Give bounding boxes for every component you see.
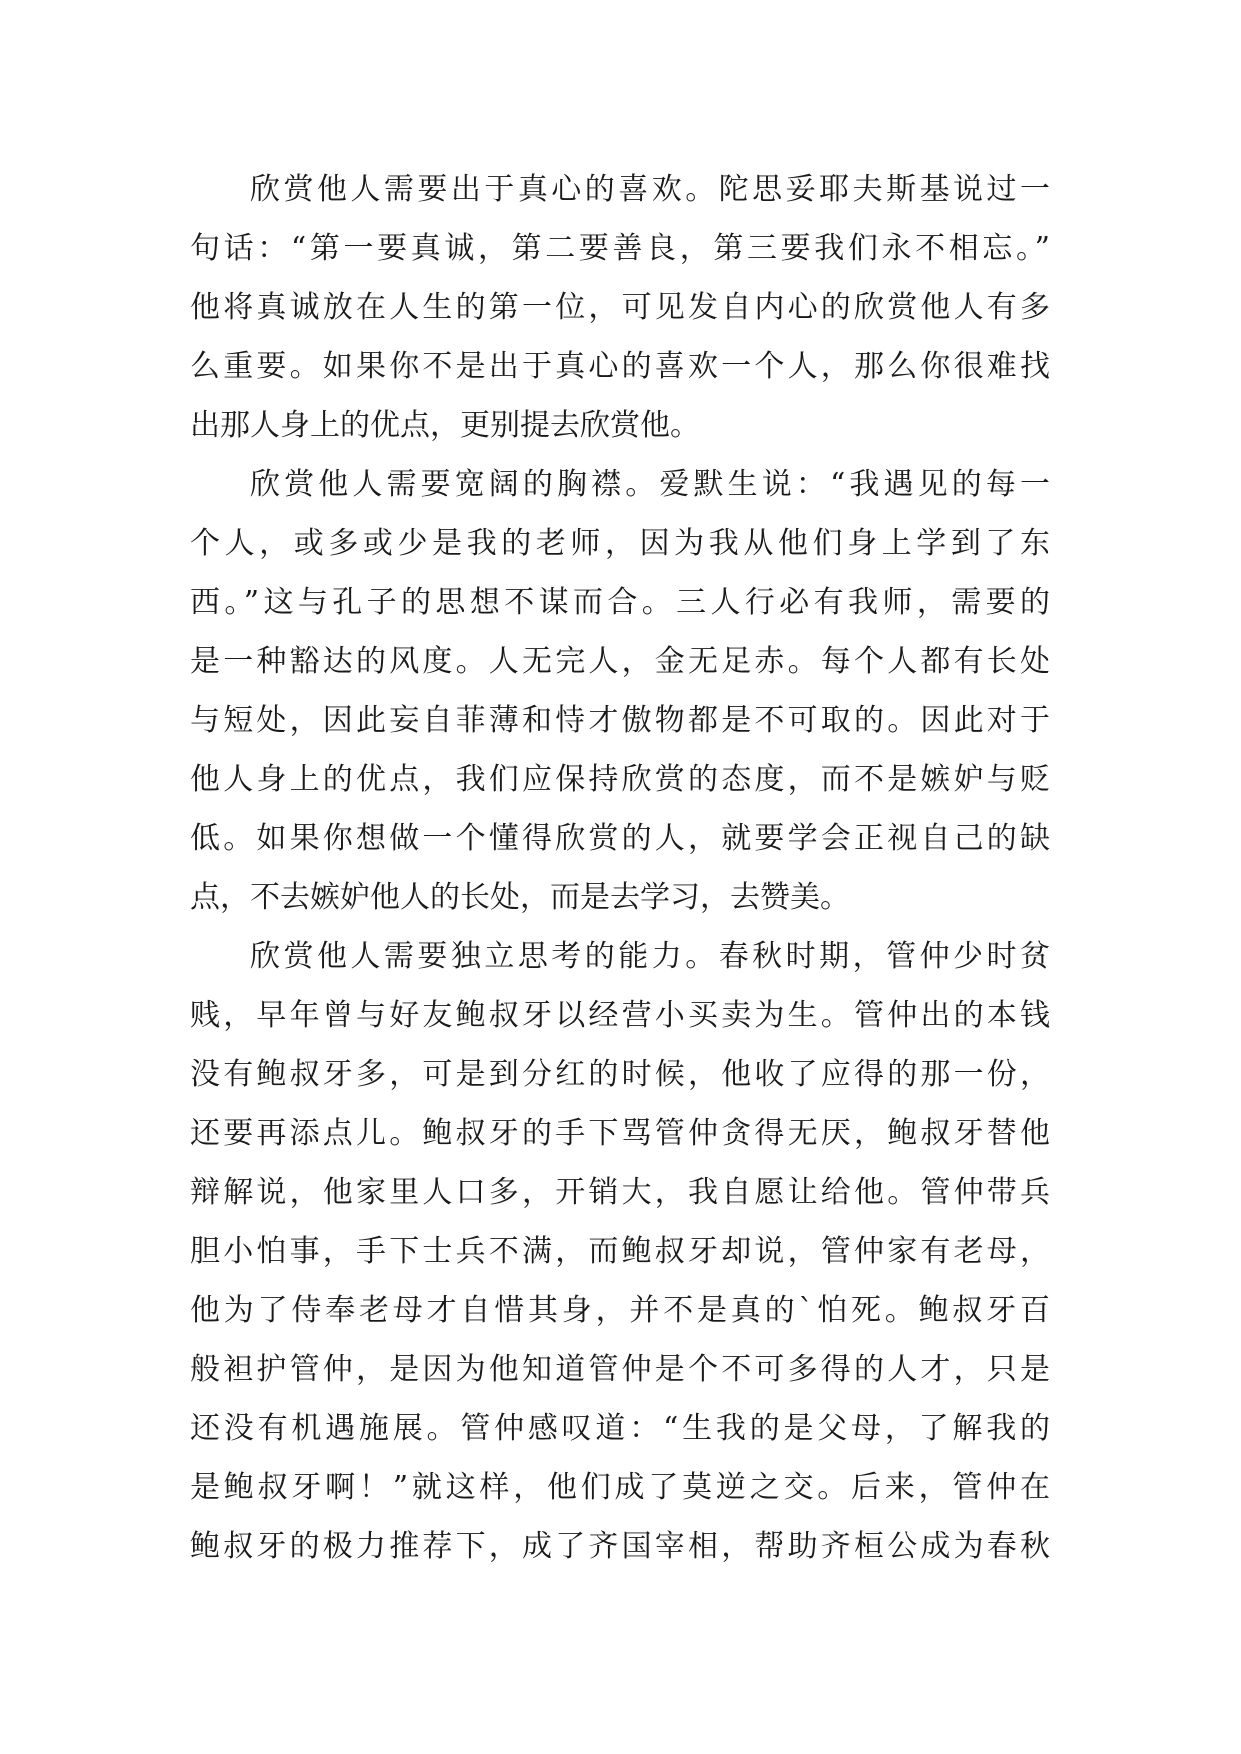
text-line: 辩解说，他家里人口多，开销大，我自愿让给他。管仲带兵: [190, 1175, 1050, 1210]
text-line: 鲍叔牙的极力推荐下，成了齐国宰相，帮助齐桓公成为春秋: [190, 1529, 1050, 1564]
text-line: 么重要。如果你不是出于真心的喜欢一个人，那么你很难找: [190, 349, 1050, 384]
text-line: 欣赏他人需要独立思考的能力。春秋时期，管仲少时贫: [250, 939, 1050, 974]
paragraph-1: [190, 160, 1050, 455]
text-line: 欣赏他人需要出于真心的喜欢。陀思妥耶夫斯基说过一: [250, 172, 1050, 207]
text-line: 出那人身上的优点，更别提去欣赏他。: [190, 408, 700, 443]
text-line: 贱，早年曾与好友鲍叔牙以经营小买卖为生。管仲出的本钱: [190, 998, 1050, 1033]
text-line: 胆小怕事，手下士兵不满，而鲍叔牙却说，管仲家有老母，: [190, 1234, 1050, 1269]
text-line: 欣赏他人需要宽阔的胸襟。爱默生说：“我遇见的每一: [250, 467, 1050, 502]
text-line: 他人身上的优点，我们应保持欣赏的态度，而不是嫉妒与贬: [190, 762, 1050, 797]
text-line: 他为了侍奉老母才自惜其身，并不是真的`怕死。鲍叔牙百: [190, 1293, 1050, 1328]
body-text: [190, 160, 1050, 1576]
text-line: 句话：“第一要真诚，第二要善良，第三要我们永不相忘。”: [190, 231, 1050, 266]
paragraph-2: [190, 455, 1050, 927]
text-line: 还要再添点儿。鲍叔牙的手下骂管仲贪得无厌，鲍叔牙替他: [190, 1116, 1050, 1151]
text-line: 他将真诚放在人生的第一位，可见发自内心的欣赏他人有多: [190, 290, 1050, 325]
text-line: 还没有机遇施展。管仲感叹道：“生我的是父母，了解我的: [190, 1411, 1050, 1446]
text-line: 没有鲍叔牙多，可是到分红的时候，他收了应得的那一份，: [190, 1057, 1050, 1092]
text-line: 与短处，因此妄自菲薄和恃才傲物都是不可取的。因此对于: [190, 703, 1050, 738]
text-line: 个人，或多或少是我的老师，因为我从他们身上学到了东: [190, 526, 1050, 561]
text-line: 是鲍叔牙啊！”就这样，他们成了莫逆之交。后来，管仲在: [190, 1470, 1050, 1505]
text-line: 点，不去嫉妒他人的长处，而是去学习，去赞美。: [190, 880, 850, 915]
paragraph-3: [190, 927, 1050, 1576]
text-line: 低。如果你想做一个懂得欣赏的人，就要学会正视自己的缺: [190, 821, 1050, 856]
text-line: 西。”这与孔子的思想不谋而合。三人行必有我师，需要的: [190, 585, 1050, 620]
text-line: 是一种豁达的风度。人无完人，金无足赤。每个人都有长处: [190, 644, 1050, 679]
text-line: 般袒护管仲，是因为他知道管仲是个不可多得的人才，只是: [190, 1352, 1050, 1387]
